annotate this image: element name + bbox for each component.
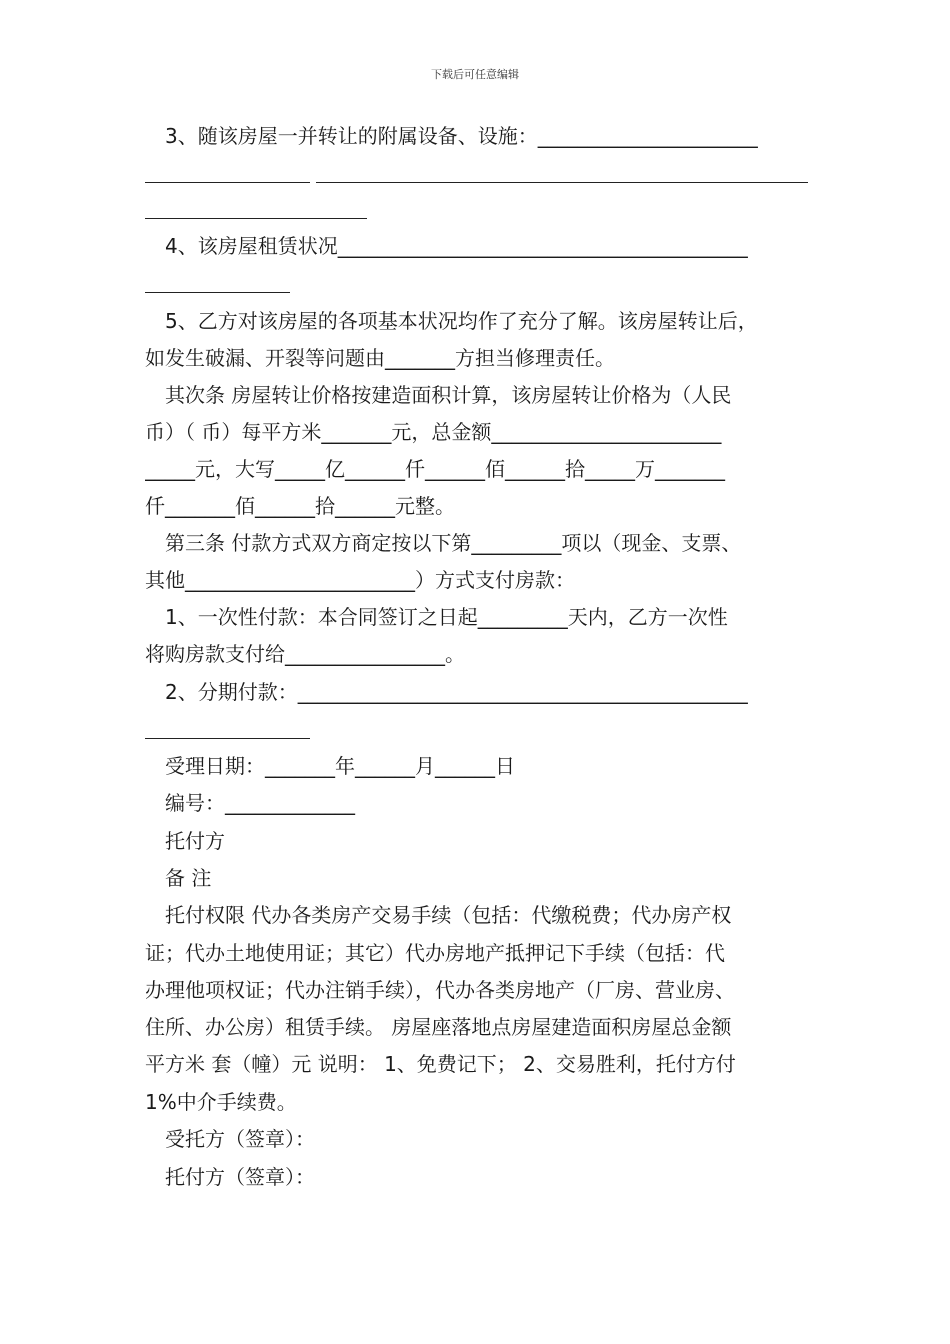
authority-text: 托付权限 代办各类房产交易手续（包括：代缴税费；代办房产权	[165, 903, 732, 927]
blank-underline	[316, 182, 808, 183]
article-2-amount-words-cont: 仟_______佰______拾______元整。	[145, 494, 455, 518]
clause-3-text: 3、随该房屋一并转让的附属设备、设施：______________________	[165, 124, 758, 148]
article-3-text-cont: 其他_______________________）方式支付房款：	[145, 568, 575, 592]
article-2-text: 其次条 房屋转让价格按建造面积计算，该房屋转让价格为（人民	[165, 383, 732, 407]
clause-5-text-cont: 如发生破漏、开裂等问题由_______方担当修理责任。	[145, 346, 615, 370]
authority-text-cont-2: 办理他项权证；代办注销手续），代办各类房地产（厂房、营业房、	[145, 978, 735, 1002]
authority-text-cont-3: 住所、办公房）租赁手续。 房屋座落地点房屋建造面积房屋总金额	[145, 1015, 732, 1039]
blank-underline	[145, 182, 310, 183]
entrusting-party-signature: 托付方（签章）：	[165, 1165, 315, 1189]
authority-text-cont-4: 平方米 套（幢）元 说明： 1、免费记下； 2、交易胜利，托付方付	[145, 1052, 736, 1076]
trustee-signature: 受托方（签章）：	[165, 1127, 315, 1151]
acceptance-date: 受理日期：_______年______月______日	[165, 754, 515, 778]
payment-option-1: 1、一次性付款：本合同签订之日起_________天内，乙方一次性	[165, 605, 728, 629]
entrusting-party-label: 托付方	[165, 829, 225, 853]
serial-number: 编号：_____________	[165, 791, 355, 815]
authority-text-cont-5: 1%中介手续费。	[145, 1090, 297, 1114]
authority-text-cont-1: 证；代办土地使用证；其它）代办房地产抵押记下手续（包括：代	[145, 941, 725, 965]
payment-option-2: 2、分期付款：_____________________________________________	[165, 680, 748, 704]
blank-underline	[145, 292, 290, 293]
blank-underline	[145, 218, 367, 219]
remarks-label: 备 注	[165, 866, 212, 890]
payment-option-1-cont: 将购房款支付给________________。	[145, 642, 465, 666]
article-3-text: 第三条 付款方式双方商定按以下第_________项以（现金、支票、	[165, 531, 742, 555]
blank-underline	[145, 738, 310, 739]
article-2-text-cont: 币）（ 币）每平方米_______元，总金额_______________________	[145, 420, 722, 444]
article-2-amount-words: _____元，大写_____亿______仟______佰______拾_____万_______	[145, 457, 725, 481]
clause-4-text: 4、该房屋租赁状况_________________________________________	[165, 234, 748, 258]
page-header: 下载后可任意编辑	[431, 68, 519, 81]
clause-5-text: 5、乙方对该房屋的各项基本状况均作了充分了解。该房屋转让后，	[165, 309, 758, 333]
